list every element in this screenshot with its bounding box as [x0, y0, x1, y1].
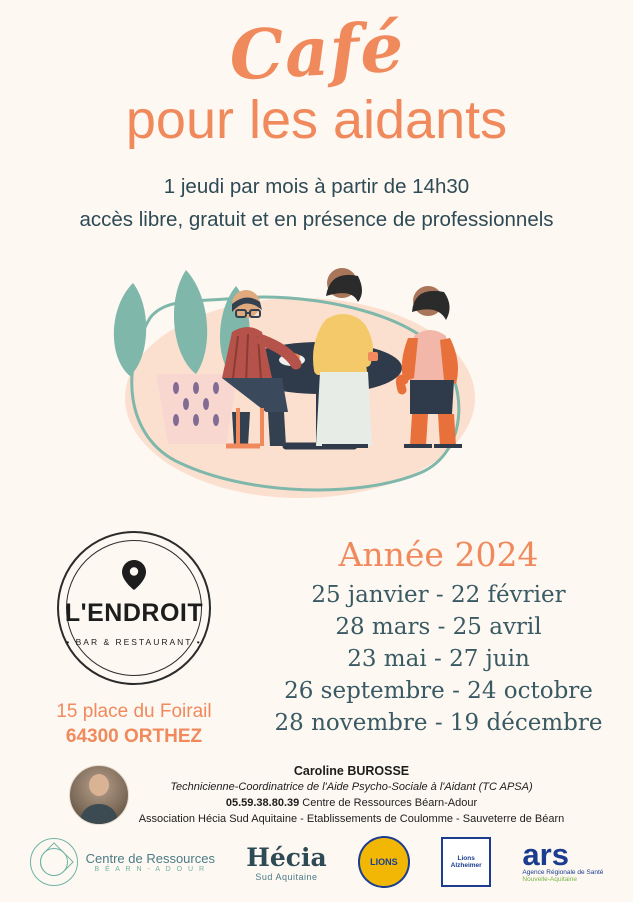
logo-lions-club: [358, 836, 410, 888]
lower-section: [0, 513, 633, 748]
contact-block: [0, 762, 633, 828]
schedule-date-row: 28 mars - 25 avril: [335, 613, 542, 640]
subtitle-access: accès libre, gratuit et en présence de professionnels: [79, 207, 554, 231]
venue-address-line2: 64300 ORTHEZ: [65, 725, 203, 747]
avatar: [69, 765, 129, 825]
logo-hecia-line2: Sud Aquitaine: [255, 871, 318, 882]
contact-name: Caroline BUROSSE: [293, 763, 410, 778]
contact-role: Technicienne-Coordinatrice de l'Aide Psycho-Sociale à l'Aidant (TC APSA): [170, 780, 533, 793]
schedule-date-row: 23 mai - 27 juin: [347, 645, 530, 672]
schedule-date-row: 26 septembre - 24 octobre: [284, 677, 593, 704]
endroit-logo-sub: • BAR & RESTAURANT •: [66, 636, 202, 647]
alzheimer-badge-icon: [441, 837, 491, 887]
contact-center: Centre de Ressources Béarn-Adour: [302, 796, 478, 809]
venue-block: [0, 519, 268, 748]
logo-alzheimer-line2: Alzheimer: [450, 862, 482, 869]
schedule-year-title: Année 2024: [338, 534, 539, 574]
logo-hecia-line1: Hécia: [246, 842, 327, 872]
logo-hecia: [246, 843, 326, 882]
contact-phone-line: [139, 796, 565, 812]
logo-lions-alzheimer: [441, 837, 491, 887]
person-center: [316, 268, 372, 446]
illustration-people-at-table: [0, 248, 633, 513]
contact-association: Association Hécia Sud Aquitaine - Etablissements de Coulomme - Sauveterre de Béarn: [138, 812, 565, 825]
venue-address-line1: 15 place du Foirail: [56, 700, 212, 722]
logo-centre-line2: B É A R N - A D O U R: [94, 866, 207, 873]
logo-ars-line2: Agence Régionale de Santé: [522, 868, 604, 876]
logo-ars-line3: Nouvelle-Aquitaine: [522, 875, 577, 883]
schedule-date-row: 25 janvier - 22 février: [311, 581, 566, 608]
schedule-block: [268, 519, 633, 742]
contact-text: [139, 762, 565, 828]
endroit-logo-name: L'ENDROIT: [64, 598, 204, 627]
logo-alzheimer-line1: Lions: [457, 854, 475, 862]
schedule-date-row: 28 novembre - 19 décembre: [274, 709, 603, 736]
page-title-script: Café: [227, 7, 407, 97]
page-title-main: pour les aidants: [125, 90, 508, 150]
logo-ars: [522, 837, 604, 883]
avatar-body: [80, 804, 118, 825]
illustration-svg: [0, 248, 633, 513]
lions-badge-icon: [358, 836, 410, 888]
subtitle-frequency: 1 jeudi par mois à partir de 14h30: [163, 174, 470, 198]
subtitle-block: [0, 175, 633, 232]
endroit-logo: [57, 531, 211, 685]
contact-phone: 05.59.38.80.39: [225, 796, 300, 809]
logo-ars-line1: ars: [522, 837, 569, 873]
logo-centre-de-ressources: [30, 838, 215, 886]
logo-lions-line1: LIONS: [370, 857, 398, 867]
map-pin-icon: [121, 559, 147, 591]
logo-centre-line1: Centre de Ressources: [85, 851, 215, 866]
footer-logos: [0, 836, 633, 888]
flower-icon: [30, 838, 78, 886]
avatar-face: [89, 774, 109, 796]
